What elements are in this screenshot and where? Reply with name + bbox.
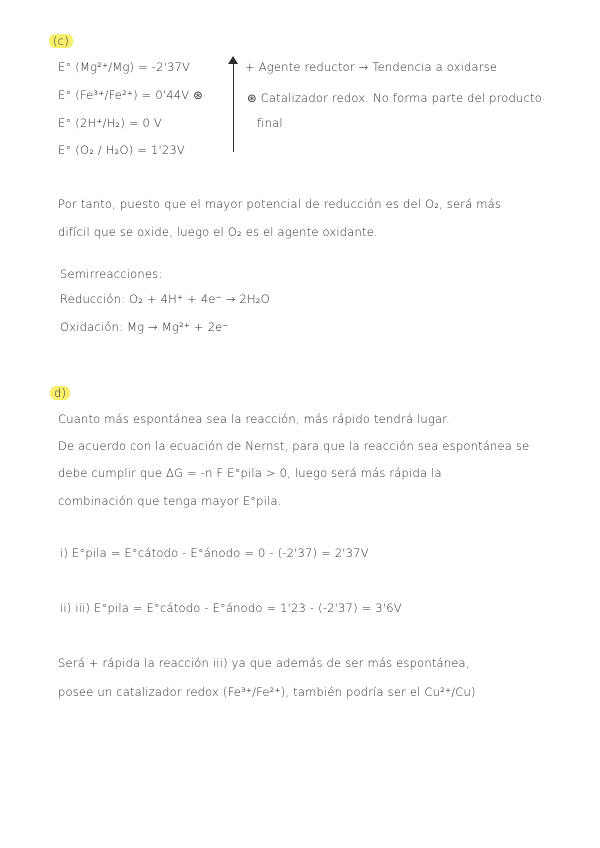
section-c-label: (c) xyxy=(49,34,73,48)
conclusion-line-1: Será + rápida la reacción iii) ya que además de ser más espontánea, xyxy=(58,656,470,670)
d-line-1: Cuanto más espontánea sea la reacción, más rápido tendrá lugar. xyxy=(58,412,450,426)
d-line-2: De acuerdo con la ecuación de Nernst, para que la reacción sea espontánea se xyxy=(58,439,530,453)
oxidation-equation: Oxidación: Mg → Mg²⁺ + 2e⁻ xyxy=(60,320,229,334)
conclusion-line-2: posee un catalizador redox (Fe³⁺/Fe²⁺), también podría ser el Cu²⁺/Cu) xyxy=(58,685,476,699)
calc-i: i) E°pila = E°cátodo - E°ánodo = 0 - (-2'37) = 2'37V xyxy=(60,546,369,560)
potential-mg: E° (Mg²⁺/Mg) = -2'37V xyxy=(58,60,191,74)
potential-h: E° (2H⁺/H₂) = 0 V xyxy=(58,116,162,130)
section-d-label: d) xyxy=(50,386,70,400)
semireactions-title: Semirreacciones: xyxy=(60,267,163,281)
reduction-equation: Reducción: O₂ + 4H⁺ + 4e⁻ → 2H₂O xyxy=(60,292,270,306)
catalyst-note: ⊛ Catalizador redox. No forma parte del producto xyxy=(247,91,542,105)
calc-ii-iii: ii) iii) E°pila = E°cátodo - E°ánodo = 1'23 - (-2'37) = 3'6V xyxy=(60,601,402,615)
potential-fe: E° (Fe³⁺/Fe²⁺) = 0'44V ⊛ xyxy=(58,88,204,102)
paragraph-line-1: Por tanto, puesto que el mayor potencial de reducción es del O₂, será más xyxy=(58,197,502,211)
reducing-agent-note: + Agente reductor → Tendencia a oxidarse xyxy=(245,60,498,74)
d-line-4: combinación que tenga mayor E°pila. xyxy=(58,494,282,508)
d-line-3: debe cumplir que ΔG = -n F E°pila > 0, luego será más rápida la xyxy=(58,466,442,480)
catalyst-note-cont: final xyxy=(257,116,283,130)
paragraph-line-2: difícil que se oxide, luego el O₂ es el agente oxidante. xyxy=(58,225,378,239)
potential-o2: E° (O₂ / H₂O) = 1'23V xyxy=(58,143,185,157)
arrow-shaft xyxy=(233,60,234,152)
